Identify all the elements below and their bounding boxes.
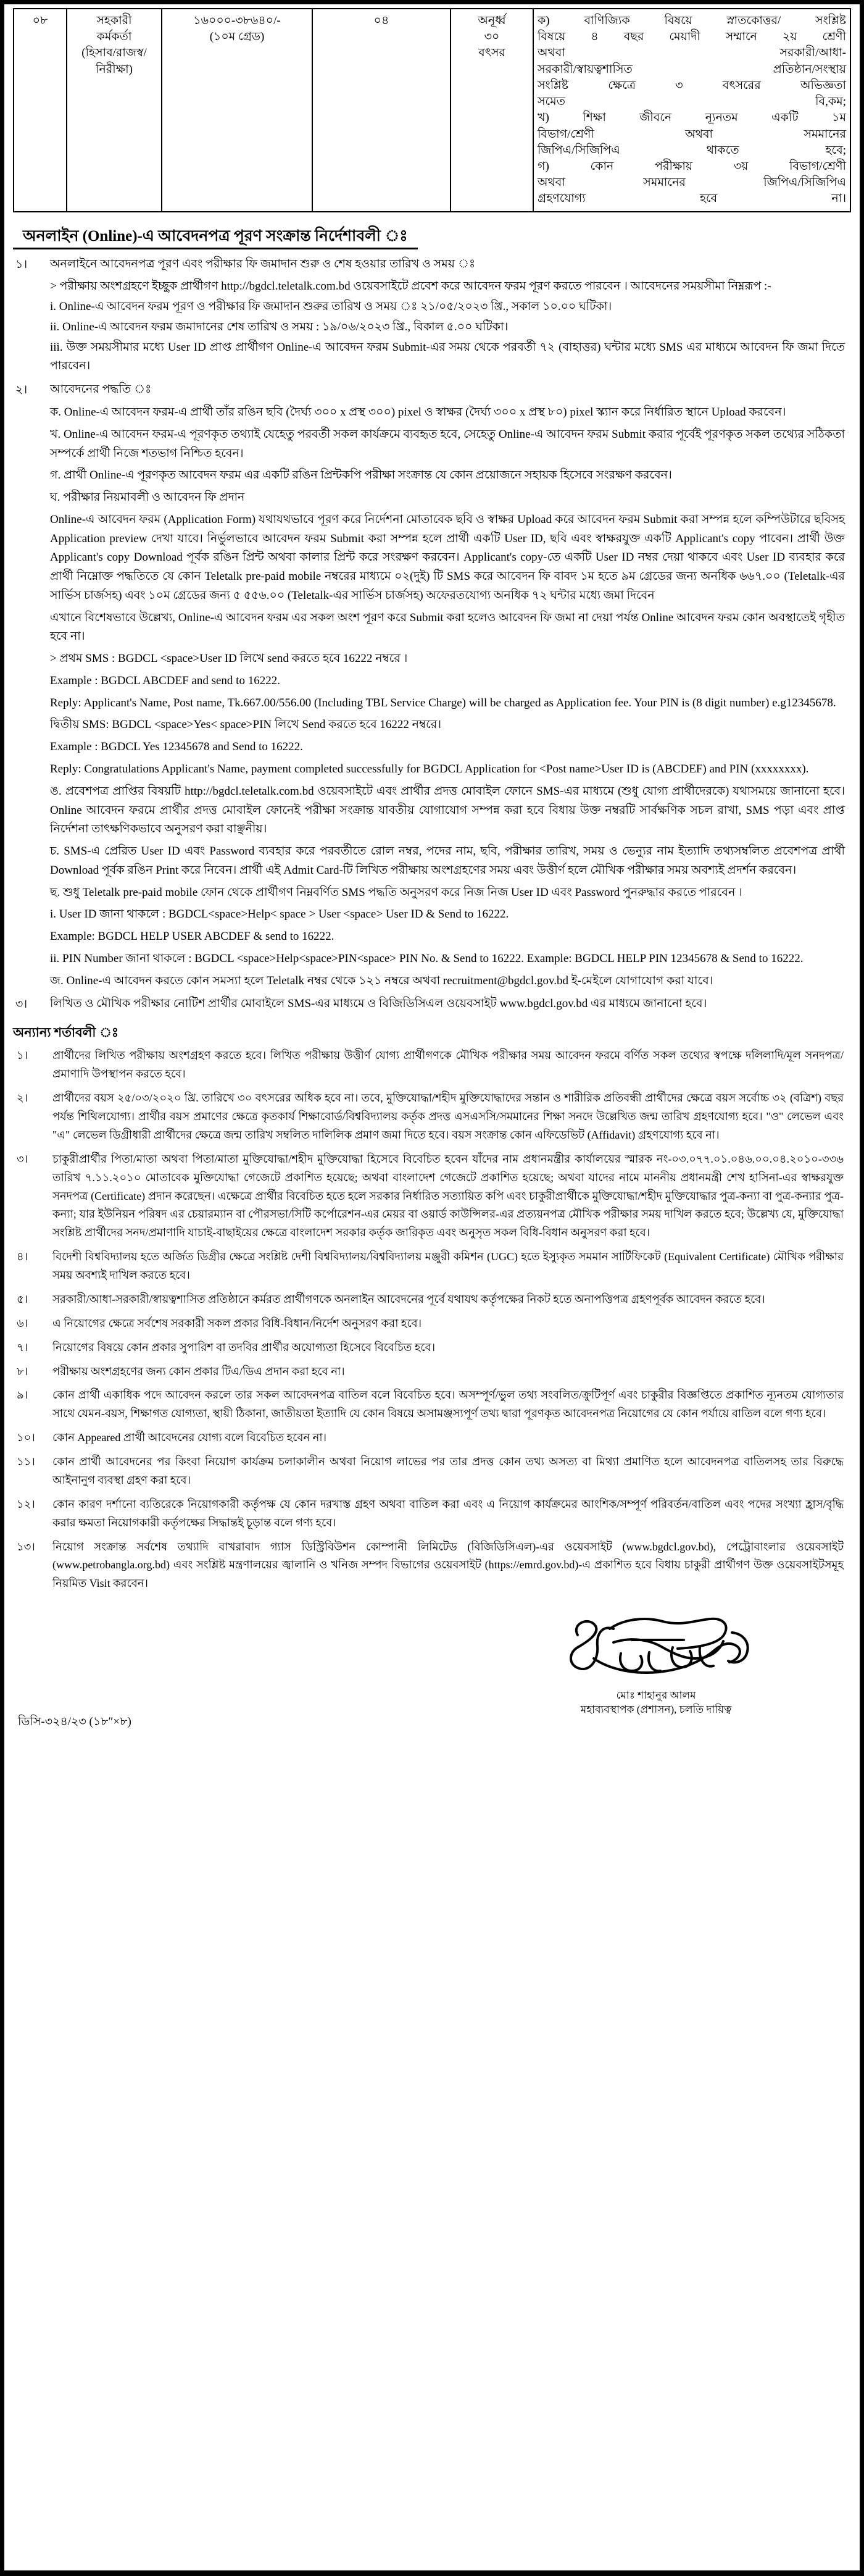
age-unit: বৎসর xyxy=(478,46,505,60)
instruction-2-sub-ja: জ. Online-এ আবেদন করতে কোন সমস্যা হলে Teletalk নম্বর থেকে ১২১ নম্বরে অথবা recruitment@bgdcl.gov.bd ই-মেইলে যোগাযোগ করা যাবে। xyxy=(50,974,713,987)
sms-example-first: Example : BGDCL ABCDEF and send to 16222. xyxy=(50,674,280,687)
document-code: ডিসি-৩২৪/২৩ (১৮″×৮) xyxy=(18,1715,131,1729)
condition-item-7 xyxy=(4,1339,860,1357)
item-number: ১১। xyxy=(17,1455,35,1468)
qualification-line: সংশ্লিষ্ট ক্ষেত্রে ৩ বৎসরের অভিজ্ঞতা xyxy=(538,78,846,92)
item-number: ৫। xyxy=(17,1292,28,1305)
qualification-line: সমেত বি,কম; xyxy=(538,95,846,109)
instruction-2-sub-ga: গ. প্রার্থী Online-এ পূরণকৃত আবেদন ফরম এর একটি রঙিন প্রিন্টকপি পরীক্ষা সংক্রান্ত যে কোন প্রয়োজনে সহায়ক হিসেবে সংরক্ষণ করবেন। xyxy=(50,469,672,482)
cell-post-name xyxy=(67,9,162,212)
condition-item-5 xyxy=(4,1290,860,1309)
item-text: অনলাইনে আবেদনপত্র পূরণ এবং পরীক্ষার ফি জমাদান শুরু ও শেষ হওয়ার তারিখ ও সময় ঃ xyxy=(50,257,476,270)
condition-item-9 xyxy=(4,1386,860,1423)
pay-grade-value: (১০ম গ্রেড) xyxy=(209,30,265,44)
item-number: ৮। xyxy=(17,1365,28,1378)
post-line: সহকারী xyxy=(96,14,132,27)
qualification-line: জিপিএ/সিজিপিএ থাকতে হবে; xyxy=(538,143,846,157)
qualification-line: অথবা সমমানের জিপিএ/সিজিপিএ xyxy=(538,176,846,190)
document-footer xyxy=(4,1607,860,1739)
cell-serial: ০৮ xyxy=(14,9,67,212)
qualification-line: বিষয়ে ৪ বছর মেয়াদী সম্মানে ২য় শ্রেণী xyxy=(538,30,846,44)
condition-item-6 xyxy=(4,1315,860,1333)
post-line: (হিসাব/রাজস্ব/ xyxy=(81,46,147,60)
other-conditions-heading: অন্যান্য শর্তাবলী ঃ xyxy=(13,1025,119,1040)
item-text: এ নিয়োগের ক্ষেত্রে সর্বশেষ সরকারী সকল প্রকার বিধি-বিধান/নির্দেশ অনুসরণ করা হবে। xyxy=(52,1316,422,1329)
instruction-item-3 xyxy=(4,995,860,1014)
item-number: ৩। xyxy=(15,998,28,1011)
condition-item-10 xyxy=(4,1429,860,1447)
item-text: নিয়োগ সংক্রান্ত সর্বশেষ তথ্যাদি বাখরাবাদ গ্যাস ডিস্ট্রিবিউশন কোম্পানী লিমিটেড (বিজিডিসিএল)-এর ওয়েবসাইট (www.bgdcl.gov.bd), পেট্রোবাংলার ওয়েবসাইট (www.petrobangla.org.bd) এবং সংশ্লিষ্ট মন্ত্রণালয়ের জ্বালানি ও খনিজ সম্পদ বিভাগের ওয়েবসাইট (https://emrd.gov.bd)-এ প্রকাশিত হবে বিধায় চাকুরী প্রার্থীগণ উক্ত ওয়েবসাইটসমূহ নিয়মিত Visit করবেন। xyxy=(52,1540,844,1590)
sms-step-second: দ্বিতীয় SMS: BGDCL <space>Yes< space>PIN লিখে Send করতে হবে 16222 নম্বরে। xyxy=(50,718,442,732)
help-sms-pin: ii. PIN Number জানা থাকলে : BGDCL <space>Help<space>PIN<space> PIN No. & Send to 16222. Example: BGDCL HELP PIN 12345678 & Send to 16222. xyxy=(50,951,804,965)
instruction-2-sub-ka: ক. Online-এ আবেদন ফরম-এ প্রার্থী তাঁর রঙিন ছবি (দৈর্ঘ্য ৩০০ x প্রস্থ ৩০০) pixel ও স্বাক্ষর (দৈর্ঘ্য ৩০০ x প্রস্থ ৮০) pixel স্ক্যান করে নির্ধারিত স্থানে Upload করবেন। xyxy=(50,405,786,419)
item-text: কোন প্রার্থী আবেদনের পর কিংবা নিয়োগ কার্যক্রম চলাকালীন অথবা নিয়োগ লাভের পর তার প্রদত্ত কোন তথ্য অসত্য বা মিথ্যা প্রমাণিত হলে আবেদনপত্র বাতিলসহ তার বিরুদ্ধে আইনানুগ ব্যবস্থা গ্রহণ করা হবে। xyxy=(52,1455,844,1486)
item-number: ৬। xyxy=(17,1316,28,1329)
heading-part-latin: (Online) xyxy=(82,227,138,245)
cell-vacancies: ০৪ xyxy=(312,9,451,212)
item-number: ১৩। xyxy=(17,1540,35,1553)
sms-reply-second: Reply: Congratulations Applicant's Name, payment completed successfully for BGDCL Application for <Post name>User ID is (ABCDEF) and PIN (xxxxxxxx). xyxy=(50,763,809,776)
signature-block xyxy=(526,1610,786,1717)
item-text: বিদেশী বিশ্ববিদ্যালয় হতে অর্জিত ডিগ্রীর ক্ষেত্রে সংশ্লিষ্ট দেশী বিশ্ববিদ্যালয়/বিশ্ববিদ্যালয় মঞ্জুরী কমিশন (UGC) হতে ইস্যুকৃত সমমান সার্টিফিকেট (Equivalent Certificate) মৌখিক পরীক্ষার সময় অবশ্যই দাখিল করতে হবে। xyxy=(52,1250,844,1282)
online-instructions-heading xyxy=(13,219,418,249)
instruction-2-sub-kha: খ. Online-এ আবেদন ফরম-এ পূরণকৃত তথ্যাই যেহেতু পরবর্তী সকল কার্যক্রমে ব্যবহৃত হবে, সেহেতু Online-এ আবেদন ফরম Submit করার পূর্বেই পূরণকৃত সকল তথ্যের সঠিকতা সম্পর্কে প্রার্থী নিজে শতভাগ নিশ্চিত হবেন। xyxy=(50,427,845,460)
qualification-line: বিভাগ/শ্রেণী অথবা সমমানের xyxy=(538,127,846,141)
qualification-line: খ) শিক্ষা জীবনে ন্যূনতম একটি ১ম xyxy=(538,111,846,125)
help-sms-user-id: i. User ID জানা থাকলে : BGDCL<space>Help< space > User <space> User ID & Send to 16222. xyxy=(50,908,509,921)
payment-warning-note: এখানে বিশেষভাবে উল্লেখ্য, Online-এ আবেদন ফরম এর সকল অংশ পূরণ করে Submit করা হলেও আবেদন ফি জমা না দেয়া পর্যন্ত Online আবেদন ফরম কোন অবস্থাতেই গৃহীত হবে না। xyxy=(50,611,845,643)
instruction-1-sub-ii: ii. Online-এ আবেদন ফরম জমাদানের শেষ তারিখ ও সময় : ১৯/০৬/২০২৩ খ্রি., বিকাল ৫.০০ ঘটিকা। xyxy=(50,320,509,333)
item-number: ৯। xyxy=(17,1389,28,1402)
item-text: চাকুরীপ্রার্থীর পিতা/মাতা অথবা পিতা/মাতা মুক্তিযোদ্ধা/শহীদ মুক্তিযোদ্ধা হিসেবে বিবেচিত হবেন যাঁদের নাম প্রধানমন্ত্রীর কার্যালয়ের স্মারক নং-০৩.০৭৭.০১.০৪৬.০০.০৪.২০১০-৩৩৬ তারিখ ৭.১১.২০১০ মোতাবেক মুক্তিযোদ্ধা গেজেটে প্রকাশিত হয়েছে; অথবা বাংলাদেশ গেজেটে প্রকাশিত হয়েছে; অথবা যাদের নামে মাননীয় প্রধানমন্ত্রী শেখ হাসিনা-এর স্বাক্ষরযুক্ত সনদপত্র (Certificate) প্রদান করেছেন। এক্ষেত্রে প্রার্থীর বিবেচিত হতে হলে সরকার নির্ধারিত সত্যায়িত কপি এবং চাকুরীপ্রার্থীকে মুক্তিযোদ্ধা/শহীদ মুক্তিযোদ্ধার পুত্র-কন্যা বা পুত্র-কন্যার পুত্র-কন্যা; যার ইউনিয়ন পরিষদ এর চেয়ারম্যান বা পৌরসভা/সিটি কর্পোরেশন-এর মেয়র বা ওয়ার্ড কাউন্সিলর-এর প্রত্যয়নপত্র মৌখিক পরীক্ষার সময় দাখিল করতে হবে; উল্লেখ্য যে, মুক্তিযোদ্ধা সংশ্লিষ্ট প্রার্থীদের সনদ/প্রমাণাদি যাচাই-বাছাইয়ের ক্ষেত্রে বাংলাদেশ সরকার কর্তৃক জারিকৃত এবং অনুসৃত সকল বিধি-বিধান অনুসরণ করা হবে। xyxy=(52,1152,844,1239)
instruction-1-sub-iii: iii. উক্ত সময়সীমার মধ্যে User ID প্রাপ্ত প্রার্থীগণ Online-এ আবেদন ফরম Submit-এর সময় থেকে পরবর্তী ৭২ (বাহাত্তর) ঘন্টার মধ্যে SMS এর মাধ্যমে আবেদন ফি জমা দিতে পারবেন। xyxy=(50,340,845,373)
sms-example-second: Example : BGDCL Yes 12345678 and Send to 16222. xyxy=(50,740,303,754)
cell-pay-scale xyxy=(162,9,312,212)
item-text: পরীক্ষায় অংশগ্রহণের জন্য কোন প্রকার টিএ/ডিএ প্রদান করা হবে না। xyxy=(52,1365,345,1378)
condition-item-2 xyxy=(4,1089,860,1145)
condition-item-11 xyxy=(4,1453,860,1490)
item-number: ১। xyxy=(15,257,28,271)
instruction-item-1 xyxy=(4,255,860,275)
instruction-1-sub-a: > পরীক্ষায় অংশগ্রহণে ইচ্ছুক প্রার্থীগণ http://bgdcl.teletalk.com.bd ওয়েবসাইটে প্রবেশ করে আবেদন ফরম পূরণ করতে পারবেন । আবেদনের সময়সীমা নিম্নরূপ :- xyxy=(50,280,771,293)
instruction-2-sub-gha-heading: ঘ. পরীক্ষার নিয়মাবলী ও আবেদন ফি প্রদান xyxy=(50,491,245,504)
item-text: সরকারী/আধা-সরকারী/স্বায়ত্বশাসিত প্রতিষ্ঠানে কর্মরত প্রার্থীগণকে অনলাইন আবেদনের পূর্বে যথাযথ কর্তৃপক্ষের নিকট হতে অনাপত্তিপত্র গ্রহণপূর্বক আবেদন করতে হবে। xyxy=(52,1292,765,1305)
item-number: ১। xyxy=(17,1049,28,1062)
item-text: প্রার্থীদের লিখিত পরীক্ষায় অংশগ্রহণ করতে হবে। লিখিত পরীক্ষায় উত্তীর্ণ যোগ্য প্রার্থীগণকে মৌখিক পরীক্ষার সময় আবেদন ফরমে বর্ণিত সকল তথ্যের স্বপক্ষে দলিলাদি/মূল সনদপত্র/প্রমাণাদি উপস্থাপন করতে হবে। xyxy=(52,1049,844,1081)
item-number: ১০। xyxy=(17,1431,35,1444)
signer-title: মহাব্যবস্থাপক (প্রশাসন), চলতি দায়িত্ব xyxy=(580,1704,732,1716)
condition-item-12 xyxy=(4,1495,860,1533)
qualification-line: অথবা সরকারী/আধা- xyxy=(538,46,846,60)
cell-qualification xyxy=(533,9,850,212)
age-value: ৩০ xyxy=(484,30,500,44)
help-sms-user-id-example: Example: BGDCL HELP USER ABCDEF & send to 16222. xyxy=(50,930,334,943)
item-text: লিখিত ও মৌখিক পরীক্ষার নোটিশ প্রার্থীর মোবাইলে SMS-এর মাধ্যমে ও বিজিডিসিএল ওয়েবসাইট www.bgdcl.gov.bd এর মাধ্যমে জানানো হবে। xyxy=(50,997,707,1011)
instruction-item-2 xyxy=(4,380,860,400)
job-positions-table xyxy=(13,8,851,212)
item-text: প্রার্থীদের বয়স ২৫/০৩/২০২০ খ্রি. তারিখে ৩০ বৎসরের অধিক হবে না। তবে, মুক্তিযোদ্ধা/শহীদ মুক্তিযোদ্ধাদের সন্তান ও শারীরিক প্রতিবন্ধী প্রার্থীদের ক্ষেত্রে বয়স সর্বোচ্চ ৩২ (বত্রিশ) বছর পর্যন্ত শিথিলযোগ্য। প্রার্থীর বয়স প্রমাণের ক্ষেত্রে কৃতকার্য শিক্ষাবোর্ড/বিশ্ববিদ্যালয় কর্তৃক প্রদত্ত এসএসসি/সমমানের শিক্ষা সনদে উল্লেখিত জন্ম তারিখ গ্রহণযোগ্য হবে। "ও" লেভেল এবং "এ" লেভেল ডিগ্রীধারী প্রার্থীদের ক্ষেত্রে জন্ম তারিখ সম্বলিত দালিলিক প্রমাণ জমা দিতে হবে। বয়স সংক্রান্ত কোন এফিডেভিট (Affidavit) গ্রহণযোগ্য হবে না। xyxy=(52,1092,844,1141)
handwritten-signature-icon xyxy=(554,1610,758,1687)
instruction-2-sub-gha-body: Online-এ আবেদন ফরম (Application Form) যথাযথভাবে পূরণ করে নির্দেশনা মোতাবেক ছবি ও স্বাক্ষর Upload করে আবেদন ফরম Submit করা সম্পন্ন হলে কম্পিউটারে ছবিসহ Application preview দেখা যাবে। নির্ভুলভাবে আবেদন ফরম Submit করা সম্পন্ন হলে প্রার্থী একটি User ID, ছবি এবং স্বাক্ষরযুক্ত একটি Applicant's copy পাবেন। প্রার্থী উক্ত Applicant's copy Download পূর্বক রঙিন প্রিন্ট অথবা কালার প্রিন্ট করে সংরক্ষণ করবেন। Applicant's copy-তে একটি User ID নম্বর দেয়া থাকবে এবং User ID ব্যবহার করে প্রার্থী নিম্নোক্ত পদ্ধতিতে যে কোন Teletalk pre-paid mobile নম্বরের মাধ্যমে ০২(দুই) টি SMS করে আবেদন ফি বাবদ ১ম হতে ৯ম গ্রেডের জন্য অনধিক ৬৬৭.০০ (Teletalk-এর সার্ভিস চার্জসহ) এবং ১০ম গ্রেডের জন্য ৫ ৫৫৬.০০ (Teletalk-এর সার্ভিস চার্জসহ) অফেরতযোগ্য অনধিক ৭২ ঘন্টার মধ্যে জমা দিবেন xyxy=(50,512,845,602)
qualification-line: সরকারী/স্বায়ত্বশাসিত প্রতিষ্ঠান/সংস্থায় xyxy=(538,62,846,76)
item-number: ২। xyxy=(17,1092,28,1105)
instruction-2-sub-cha: চ. SMS-এ প্রেরিত User ID এবং Password ব্যবহার করে পরবর্তীতে রোল নম্বর, পদের নাম, ছবি, পরীক্ষার তারিখ, সময় ও ভেন্যুর নাম ইত্যাদি তথ্যসম্বলিত প্রবেশপত্র প্রার্থী Download পূর্বক রঙিন Print করে নিবেন। প্রার্থী এই Admit Card-টি লিখিত পরীক্ষায় অংশগ্রহণের সময় এবং উত্তীর্ণ হলে মৌখিক পরীক্ষার সময় অবশ্যই প্রদর্শন করবেন। xyxy=(50,845,845,877)
item-number: ৩। xyxy=(17,1152,28,1165)
instruction-2-sub-chha: ছ. শুধু Teletalk pre-paid mobile ফোন থেকে প্রার্থীগণ নিম্নবর্ণিত SMS পদ্ধতি অনুসরণ করে নিজ নিজ User ID এবং Password পুনরুদ্ধার করতে পারবেন । xyxy=(50,885,742,899)
item-text: কোন প্রার্থী একাধিক পদে আবেদন করলে তার সকল আবেদনপত্র বাতিল বলে বিবেচিত হবে। অসম্পূর্ণ/ভুল তথ্য সংবলিত/ক্রুটিপূর্ণ এবং চাকুরীর বিজ্ঞপ্তিতে প্রকাশিত ন্যূনতম যোগ্যতার সাথে যেমন-বয়স, শিক্ষাগত যোগ্যতা, স্থায়ী ঠিকানা, জাতীয়তা ইত্যাদি যে কোন বিষয়ে অসামঞ্জস্যপূর্ণ তথ্য দ্বারা পূরণকৃত আবেদনপত্র নিয়োগের যে কোন পর্যায়ে বাতিল বলে গণ্য হবে। xyxy=(52,1389,844,1420)
condition-item-1 xyxy=(4,1047,860,1084)
item-number: ৭। xyxy=(17,1340,28,1353)
pay-scale-value: ১৬০০০-৩৮৬৪০/- xyxy=(193,14,281,27)
item-number: ১২। xyxy=(17,1497,35,1510)
qualification-line: গ্রহণযোগ্য হবে না। xyxy=(538,192,846,206)
post-line: নিরীক্ষা) xyxy=(96,62,133,76)
condition-item-13 xyxy=(4,1538,860,1594)
table-row xyxy=(14,9,850,212)
condition-item-3 xyxy=(4,1150,860,1242)
sms-reply-first: Reply: Applicant's Name, Post name, Tk.667.00/556.00 (Including TBL Service Charge) will be charged as Application fee. Your PIN is (8 digit number) e.g12345678. xyxy=(50,696,836,709)
item-number: ৪। xyxy=(17,1250,28,1263)
instruction-2-sub-uo: ঙ. প্রবেশপত্র প্রাপ্তির বিষয়টি http://bgdcl.teletalk.com.bd ওয়েবসাইটে এবং প্রার্থীর প্রদত্ত মোবাইল ফোনে SMS-এর মাধ্যমে (শুধু যোগ্য প্রার্থীদেরকে) যথাসময়ে জানানো হবে। Online আবেদন ফরমে প্রার্থীর প্রদত্ত মোবাইল ফোনেই পরীক্ষা সংক্রান্ত যাবতীয় যোগাযোগ সম্পন্ন করা হবে বিধায় উক্ত নম্বরটি সার্বক্ষণিক সচল রাখা, SMS পড়া এবং প্রাপ্ত নির্দেশনা তাৎক্ষণিকভাবে অনুসরণ করা বাঞ্ছনীয়। xyxy=(50,784,845,836)
job-table-container xyxy=(4,4,860,212)
age-prefix: অনূর্ধ্ব xyxy=(478,14,506,27)
qualification-line: গ) কোন পরীক্ষায় ৩য় বিভাগ/শ্রেণী xyxy=(538,159,846,173)
heading-part-post: -এ আবেদনপত্র পূরণ সংক্রান্ত নির্দেশাবলী ঃ xyxy=(137,227,408,245)
instruction-1-sub-i: i. Online-এ আবেদন ফরম পূরণ ও পরীক্ষার ফি জমাদান শুরুর তারিখ ও সময় ঃ ২১/০৫/২০২৩ খ্রি., সকাল ১০.০০ ঘটিকা। xyxy=(50,300,612,314)
condition-item-4 xyxy=(4,1248,860,1285)
post-line: কর্মকর্তা xyxy=(96,30,132,44)
signer-name: মোঃ শাহানুর আলম xyxy=(616,1689,696,1702)
item-text: নিয়োগের বিষয়ে কোন প্রকার সুপারিশ বা তদবির প্রার্থীর অযোগ্যতা হিসেবে বিবেচিত হবে। xyxy=(52,1340,436,1353)
cell-age-limit xyxy=(451,9,533,212)
condition-item-8 xyxy=(4,1363,860,1381)
qualification-line: ক) বাণিজ্যিক বিষয়ে স্নাতকোত্তর/ সংশ্লিষ্ট xyxy=(538,14,846,27)
sms-step-first: > প্রথম SMS : BGDCL <space>User ID লিখে send করতে হবে 16222 নম্বরে । xyxy=(50,652,408,666)
item-text: কোন Appeared প্রার্থী আবেদনের যোগ্য বলে বিবেচিত হবেন না। xyxy=(52,1431,327,1444)
heading-part-pre: অনলাইন xyxy=(23,227,83,245)
item-text: কোন কারণ দর্শানো ব্যতিরেকে নিয়োগকারী কর্তৃপক্ষ যে কোন দরখাস্ত গ্রহণ অথবা বাতিল করা এবং এ নিয়োগ কার্যক্রমের আংশিক/সম্পূর্ণ পরিবর্তন/বাতিল এবং পদের সংখ্যা হ্রাস/বৃদ্ধি করার ক্ষমতা নিয়োগকারী কর্তৃপক্ষের সিদ্ধান্তই চূড়ান্ত বলে গণ্য হবে। xyxy=(52,1497,844,1529)
item-text: আবেদনের পদ্ধতি ঃ xyxy=(50,383,152,396)
item-number: ২। xyxy=(15,383,28,397)
